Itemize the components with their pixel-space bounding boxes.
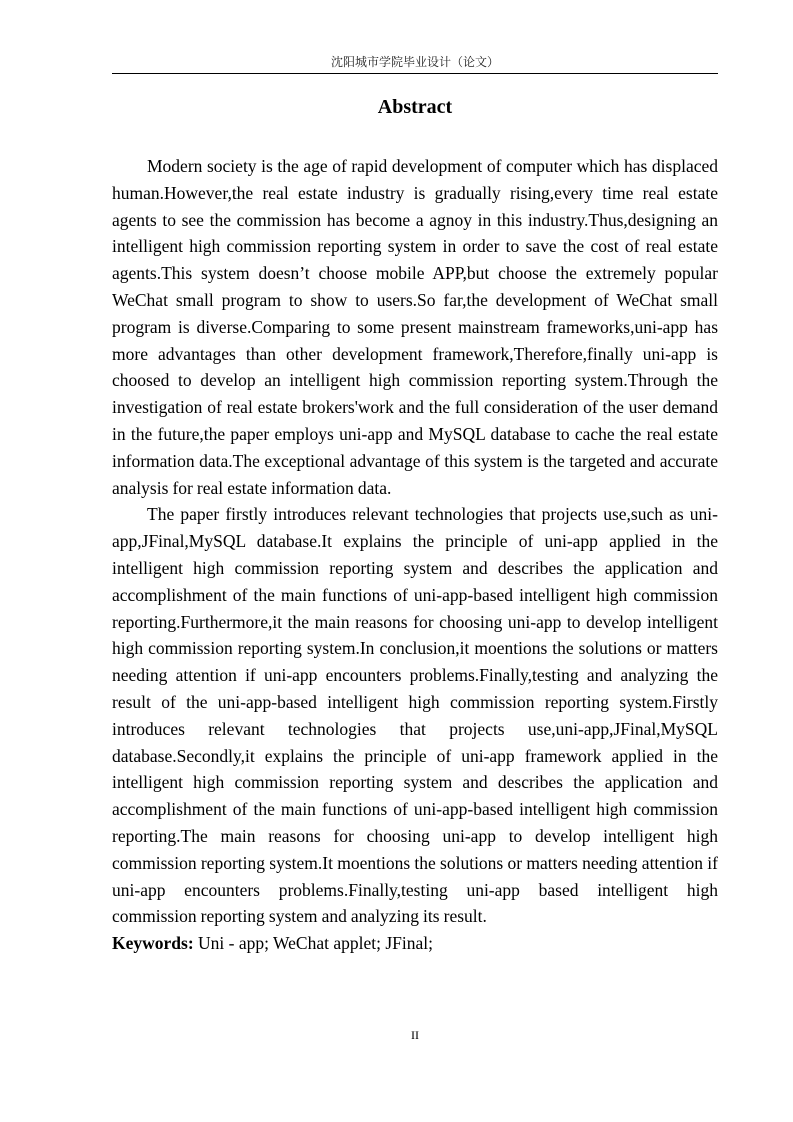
abstract-paragraph-1: Modern society is the age of rapid development of computer which has displaced human.However,the real estate industry is gradually rising,every time real estate agents to see the commission has become a agnoy in this industry.Thus,designing an intelligent high commission reporting system in order to save the cost of real estate agents.This system doesn’t choose mobile APP,but choose the extremely popular WeChat small program to show to users.So far,the development of WeChat small program is diverse.Comparing to some present mainstream frameworks,uni-app has more advantages than other development framework,Therefore,finally uni-app is choosed to develop an intelligent high commission reporting system.Through the investigation of real estate brokers'work and the full consideration of the user demand in the future,the paper employs uni-app and MySQL database to cache the real estate information data.The exceptional advantage of this system is the targeted and accurate analysis for real estate information data. [112,156,718,498]
abstract-paragraph-2: The paper firstly introduces relevant technologies that projects use,such as uni-app,JFinal,MySQL database.It explains the principle of uni-app applied in the intelligent high commission reporting system and describes the application and accomplishment of the main functions of uni-app-based intelligent high commission reporting.Furthermore,it the main reasons for choosing uni-app to develop intelligent high commission reporting system.In conclusion,it moentions the solutions or matters needing attention if uni-app encounters problems.Finally,testing and analyzing the result of the uni-app-based intelligent high commission reporting system.Firstly introduces relevant technologies that projects use,uni-app,JFinal,MySQL database.Secondly,it explains the principle of uni-app framework applied in the intelligent high commission reporting system and describes the application and accomplishment of the main functions of uni-app-based intelligent high commission reporting.The main reasons for choosing uni-app to develop intelligent high commission reporting system.It moentions the solutions or matters needing attention if uni-app encounters problems.Finally,testing uni-app based intelligent high commission reporting system and analyzing its result. [112,504,718,927]
header-rule [112,73,718,74]
keywords-line [112,930,718,957]
abstract-title: Abstract [377,96,453,118]
keywords-label: Keywords: [112,933,194,954]
running-header: 沈阳城市学院毕业设计（论文） [330,55,499,69]
page-number: II [411,1028,419,1042]
abstract-body [112,153,718,957]
keywords-text: Uni - app; WeChat applet; JFinal; [198,933,433,954]
